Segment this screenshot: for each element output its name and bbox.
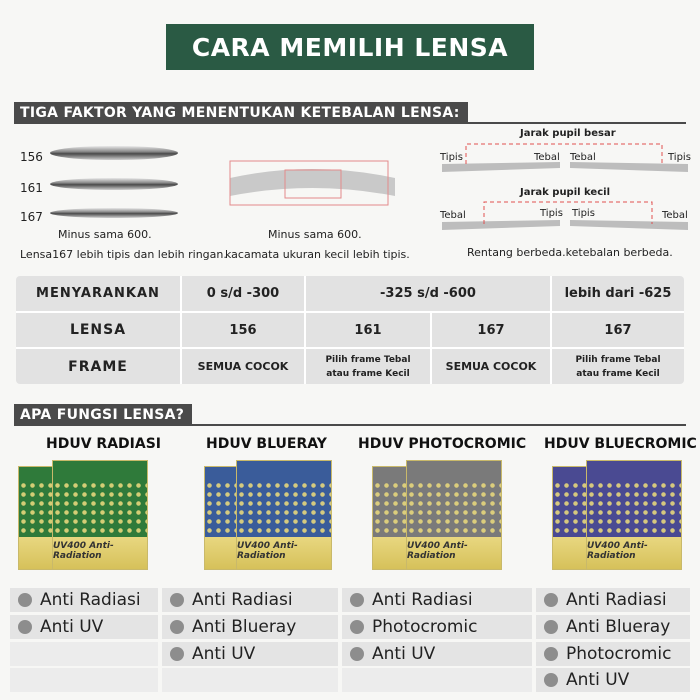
- feature-label: Anti UV: [40, 617, 104, 637]
- feature-item: [536, 615, 690, 639]
- label-tipis-1: Tipis: [440, 152, 463, 163]
- feature-item: [342, 642, 532, 666]
- feature-label: Anti UV: [566, 670, 630, 690]
- feature-item: [162, 588, 338, 612]
- lens-profile-156: [50, 146, 178, 160]
- feature-item: [162, 615, 338, 639]
- range-2: -325 s/d -600: [380, 286, 476, 301]
- lens-label-161: 161: [20, 181, 43, 195]
- bullet-icon: [544, 620, 558, 634]
- bullet-icon: [170, 620, 184, 634]
- range-3: lebih dari -625: [564, 286, 672, 301]
- bullet-icon: [544, 647, 558, 661]
- caption-2a: Minus sama 600.: [268, 228, 362, 241]
- frame-1: SEMUA COCOK: [197, 360, 289, 373]
- frame-2: Pilih frame Tebal atau frame Kecil: [325, 354, 411, 379]
- caption-1a: Minus sama 600.: [58, 228, 152, 241]
- feature-label: Photocromic: [372, 617, 478, 637]
- bullet-icon: [350, 593, 364, 607]
- bullet-icon: [350, 647, 364, 661]
- feature-empty: [10, 668, 158, 692]
- bullet-icon: [18, 620, 32, 634]
- section-heading-function: APA FUNGSI LENSA?: [14, 404, 192, 426]
- feature-label: Anti Blueray: [566, 617, 671, 637]
- pupil-small-title: Jarak pupil kecil: [520, 187, 610, 198]
- section-divider: [14, 122, 686, 124]
- feature-item: [536, 668, 690, 692]
- product-box-blueray: [236, 460, 332, 570]
- feature-empty: [162, 668, 338, 692]
- feature-label: Anti Radiasi: [372, 590, 473, 610]
- product-title-bluecromic: HDUV BLUECROMIC: [544, 436, 697, 452]
- feature-empty: [342, 668, 532, 692]
- frame-size-diagram: [225, 158, 400, 213]
- row-label-frame: FRAME: [68, 358, 128, 375]
- feature-item: [10, 588, 158, 612]
- label-tebal-4: Tebal: [662, 210, 688, 221]
- box-tag: UV400 Anti-Radiation: [53, 541, 114, 561]
- caption-2b: kacamata ukuran kecil lebih tipis.: [225, 248, 410, 261]
- feature-label: Anti Radiasi: [566, 590, 667, 610]
- row-label-lens: LENSA: [69, 322, 127, 338]
- bullet-icon: [170, 647, 184, 661]
- feature-label: Anti Blueray: [192, 617, 297, 637]
- recommendation-table: [16, 276, 684, 384]
- feature-item: [536, 642, 690, 666]
- feature-item: [342, 615, 532, 639]
- product-title-blueray: HDUV BLUERAY: [206, 436, 327, 452]
- frame-4: Pilih frame Tebal atau frame Kecil: [575, 354, 661, 379]
- lens-profile-167: [50, 208, 178, 218]
- feature-item: [342, 588, 532, 612]
- product-title-photocromic: HDUV PHOTOCROMIC: [358, 436, 527, 452]
- label-tipis-2: Tipis: [668, 152, 691, 163]
- lens-3: 167: [477, 322, 505, 338]
- label-tipis-3: Tipis: [540, 208, 563, 219]
- feature-label: Anti UV: [192, 644, 256, 664]
- feature-item: [162, 642, 338, 666]
- pupil-caption: Rentang berbeda.ketebalan berbeda.: [467, 246, 673, 259]
- section-heading-factors: TIGA FAKTOR YANG MENENTUKAN KETEBALAN LENSA:: [14, 102, 468, 124]
- lens-1: 156: [229, 322, 257, 338]
- bullet-icon: [18, 593, 32, 607]
- feature-empty: [10, 642, 158, 666]
- product-box-radiasi: [52, 460, 148, 570]
- range-1: 0 s/d -300: [206, 286, 280, 301]
- box-tag: UV400 Anti-Radiation: [237, 541, 298, 561]
- label-tebal-1: Tebal: [534, 152, 560, 163]
- bullet-icon: [544, 673, 558, 687]
- lens-label-156: 156: [20, 150, 43, 164]
- pupil-big-title: Jarak pupil besar: [520, 128, 616, 139]
- pupil-big-diagram: [440, 140, 690, 180]
- section-divider-2: [14, 424, 686, 426]
- feature-item: [536, 588, 690, 612]
- caption-1b: Lensa167 lebih tipis dan lebih ringan.: [20, 248, 227, 261]
- frame-3: SEMUA COCOK: [445, 360, 537, 373]
- bullet-icon: [350, 620, 364, 634]
- feature-item: [10, 615, 158, 639]
- feature-label: Photocromic: [566, 644, 672, 664]
- pupil-small-diagram: [440, 198, 690, 238]
- lens-label-167: 167: [20, 210, 43, 224]
- label-tebal-2: Tebal: [570, 152, 596, 163]
- bullet-icon: [544, 593, 558, 607]
- page-title: CARA MEMILIH LENSA: [166, 24, 534, 70]
- feature-label: Anti UV: [372, 644, 436, 664]
- product-box-bluecromic: [586, 460, 682, 570]
- label-tebal-3: Tebal: [440, 210, 466, 221]
- product-title-radiasi: HDUV RADIASI: [46, 436, 161, 452]
- feature-label: Anti Radiasi: [192, 590, 293, 610]
- product-box-photocromic: [406, 460, 502, 570]
- label-tipis-4: Tipis: [572, 208, 595, 219]
- box-tag: UV400 Anti-Radiation: [407, 541, 468, 561]
- box-tag: UV400 Anti-Radiation: [587, 541, 648, 561]
- bullet-icon: [170, 593, 184, 607]
- feature-label: Anti Radiasi: [40, 590, 141, 610]
- row-label-recommend: MENYARANKAN: [36, 286, 160, 301]
- lens-2: 161: [354, 322, 382, 338]
- lens-4: 167: [604, 322, 632, 338]
- lens-profile-161: [50, 178, 178, 190]
